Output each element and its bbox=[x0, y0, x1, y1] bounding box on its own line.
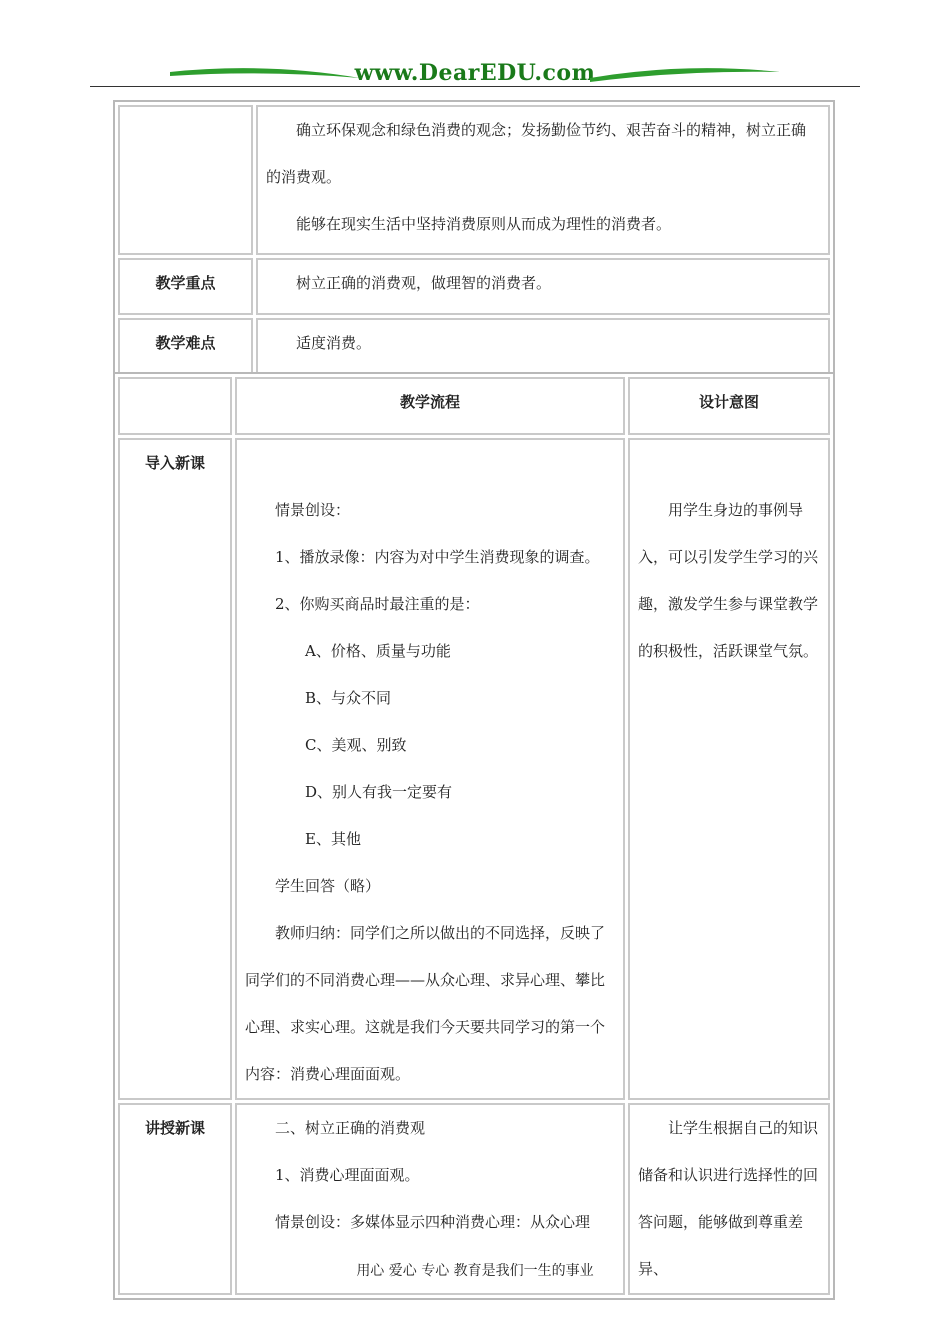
new-lesson-line: 1、消费心理面面观。 bbox=[275, 1166, 420, 1184]
process-corner-cell bbox=[118, 377, 232, 435]
objectives-cell bbox=[256, 105, 830, 255]
site-logo: www.DearEDU.com bbox=[354, 60, 596, 86]
objective-text: 能够在现实生活中坚持消费原则从而成为理性的消费者。 bbox=[296, 215, 672, 233]
new-lesson-line: 情景创设：多媒体显示四种消费心理：从众心理 bbox=[275, 1213, 591, 1231]
new-lesson-line: 二、树立正确的消费观 bbox=[275, 1119, 426, 1137]
process-table bbox=[113, 372, 835, 1300]
objective-text: 确立环保观念和绿色消费的观念；发扬勤俭节约、艰苦奋斗的精神，树立正确的消费观。 bbox=[266, 121, 807, 186]
intro-line: 情景创设： bbox=[275, 501, 351, 519]
intro-label: 导入新课 bbox=[118, 438, 232, 1100]
key-point-cell bbox=[256, 258, 830, 315]
right-swoosh-icon bbox=[590, 64, 780, 84]
objectives-table bbox=[113, 100, 835, 380]
intro-line: 2、你购买商品时最注重的是： bbox=[275, 595, 480, 613]
intro-option: C、美观、别致 bbox=[305, 736, 407, 754]
intro-intent-cell bbox=[628, 438, 830, 1100]
student-answer: 学生回答（略） bbox=[275, 877, 381, 895]
intro-option: A、价格、质量与功能 bbox=[305, 642, 451, 660]
new-lesson-label: 讲授新课 bbox=[118, 1103, 232, 1295]
intro-line: 1、播放录像：内容为对中学生消费现象的调查。 bbox=[275, 548, 600, 566]
page-footer: 用心 爱心 专心 教育是我们一生的事业 bbox=[356, 1263, 594, 1279]
header-rule bbox=[90, 86, 860, 87]
intro-option: D、别人有我一定要有 bbox=[305, 783, 453, 801]
key-point-text: 树立正确的消费观，做理智的消费者。 bbox=[296, 274, 552, 292]
intro-intent-text: 用学生身边的事例导入，可以引发学生学习的兴趣，激发学生参与课堂教学的积极性，活跃课堂气氛。 bbox=[638, 501, 819, 660]
intent-column-header: 设计意图 bbox=[628, 377, 830, 435]
process-column-header: 教学流程 bbox=[235, 377, 625, 435]
intro-option: E、其他 bbox=[305, 830, 361, 848]
intro-process-cell bbox=[235, 438, 625, 1100]
difficulty-label: 教学难点 bbox=[118, 318, 253, 375]
difficulty-cell bbox=[256, 318, 830, 375]
difficulty-text: 适度消费。 bbox=[296, 334, 372, 352]
intro-option: B、与众不同 bbox=[305, 689, 392, 707]
objectives-label-cell bbox=[118, 105, 253, 255]
new-lesson-intent-text: 让学生根据自己的知识储备和认识进行选择性的回答问题，能够做到尊重差异、 bbox=[638, 1119, 819, 1278]
key-point-label: 教学重点 bbox=[118, 258, 253, 315]
page-header bbox=[90, 58, 860, 90]
teacher-summary: 教师归纳：同学们之所以做出的不同选择，反映了同学们的不同消费心理——从众心理、求异心理、攀比心理、求实心理。这就是我们今天要共同学习的第一个内容：消费心理面面观。 bbox=[245, 924, 606, 1083]
